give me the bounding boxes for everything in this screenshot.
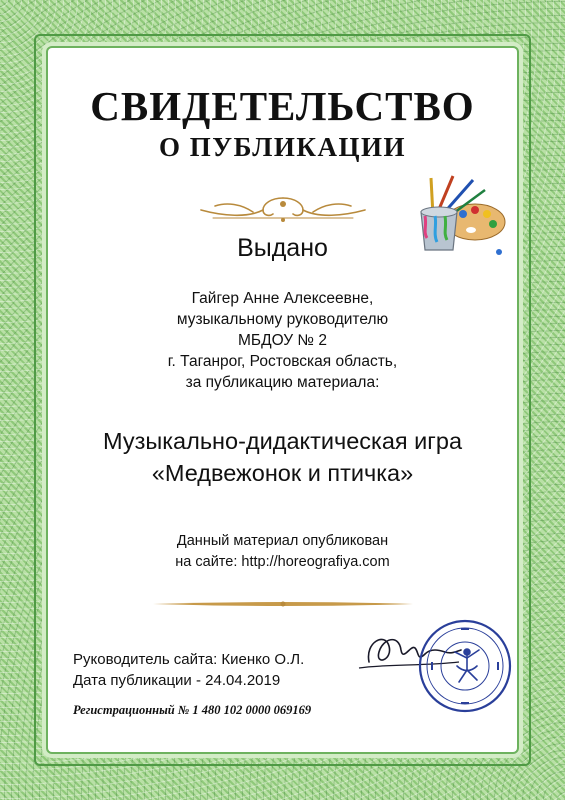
- published-line: на сайте: http://horeografiya.com: [175, 554, 390, 570]
- issued-label: Выдано: [237, 234, 328, 262]
- material-title: [0, 425, 565, 489]
- recipient-block: [0, 288, 565, 393]
- recipient-line: музыкальному руководителю: [176, 311, 389, 328]
- certificate-title: СВИДЕТЕЛЬСТВО: [90, 83, 475, 129]
- publication-date: Дата публикации - 24.04.2019: [73, 672, 281, 689]
- recipient-line: за публикацию материала:: [185, 374, 380, 391]
- stamp-icon: [417, 618, 513, 714]
- recipient-line: г. Таганрог, Ростовская область,: [167, 353, 398, 370]
- published-line: Данный материал опубликован: [176, 533, 389, 549]
- recipient-line: Гайгер Анне Алексеевне,: [191, 290, 374, 307]
- recipient-line: МБДОУ № 2: [237, 332, 327, 349]
- material-line: Музыкально-дидактическая игра: [102, 428, 463, 454]
- divider-ornament-icon: [153, 597, 413, 611]
- site-head: Руководитель сайта: Киенко О.Л.: [73, 651, 305, 668]
- registration-number: Регистрационный № 1 480 102 0000 069169: [73, 703, 312, 717]
- material-line: «Медвежонок и птичка»: [151, 460, 414, 486]
- footer-info: [73, 649, 304, 691]
- gold-flourish-icon: [193, 190, 373, 226]
- published-note: [0, 531, 565, 573]
- certificate-subtitle: О ПУБЛИКАЦИИ: [159, 132, 406, 162]
